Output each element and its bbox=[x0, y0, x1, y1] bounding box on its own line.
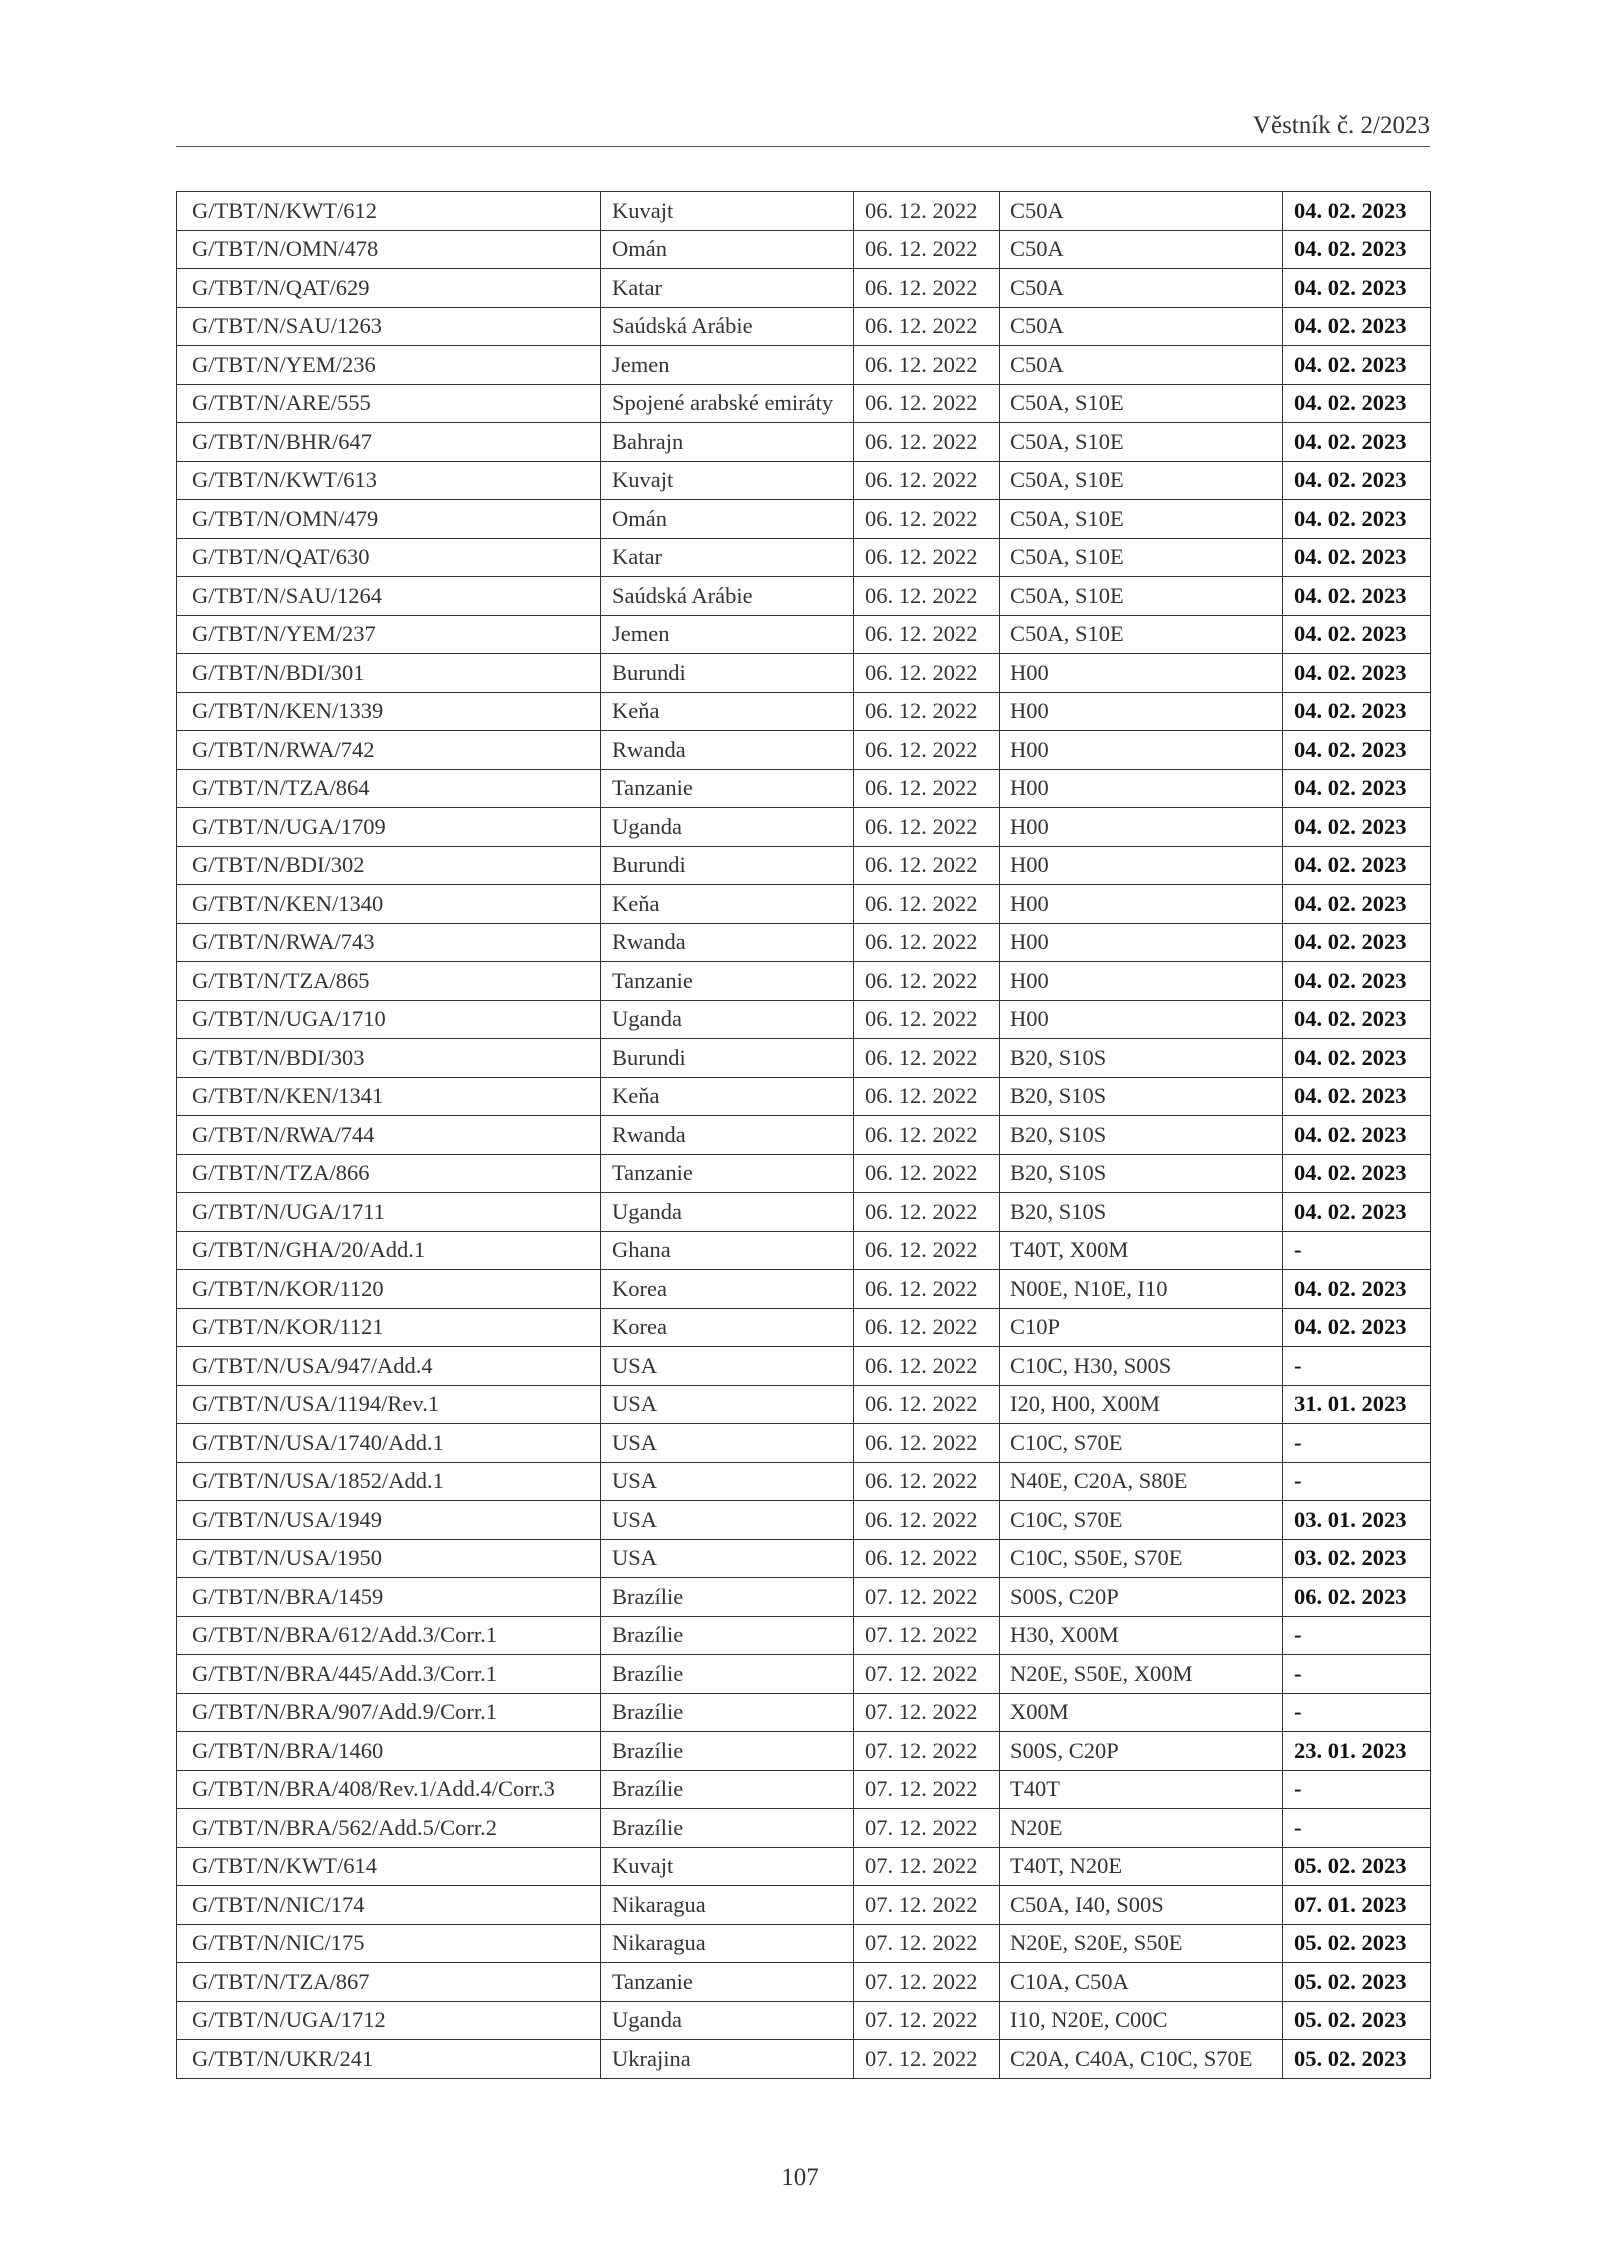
country-cell: Keňa bbox=[601, 885, 854, 924]
deadline-cell: 04. 02. 2023 bbox=[1283, 692, 1431, 731]
date-cell: 06. 12. 2022 bbox=[854, 1501, 1000, 1540]
deadline-cell: 04. 02. 2023 bbox=[1283, 1308, 1431, 1347]
table-row bbox=[177, 192, 1431, 231]
country-cell: Rwanda bbox=[601, 731, 854, 770]
country-cell: Brazílie bbox=[601, 1578, 854, 1617]
deadline-cell: - bbox=[1283, 1655, 1431, 1694]
notification-symbol-cell: G/TBT/N/KEN/1339 bbox=[177, 692, 601, 731]
country-cell: Spojené arabské emiráty bbox=[601, 384, 854, 423]
date-cell: 06. 12. 2022 bbox=[854, 500, 1000, 539]
table-row bbox=[177, 269, 1431, 308]
notification-symbol-cell: G/TBT/N/USA/1949 bbox=[177, 1501, 601, 1540]
table-row bbox=[177, 1732, 1431, 1771]
date-cell: 07. 12. 2022 bbox=[854, 1655, 1000, 1694]
date-cell: 07. 12. 2022 bbox=[854, 1809, 1000, 1848]
date-cell: 07. 12. 2022 bbox=[854, 2001, 1000, 2040]
country-cell: Tanzanie bbox=[601, 962, 854, 1001]
ics-codes-cell: T40T, X00M bbox=[1000, 1231, 1283, 1270]
table-row bbox=[177, 500, 1431, 539]
country-cell: Keňa bbox=[601, 692, 854, 731]
date-cell: 06. 12. 2022 bbox=[854, 615, 1000, 654]
date-cell: 07. 12. 2022 bbox=[854, 1732, 1000, 1771]
date-cell: 06. 12. 2022 bbox=[854, 1000, 1000, 1039]
deadline-cell: 07. 01. 2023 bbox=[1283, 1886, 1431, 1925]
ics-codes-cell: H30, X00M bbox=[1000, 1616, 1283, 1655]
country-cell: Rwanda bbox=[601, 1116, 854, 1155]
date-cell: 06. 12. 2022 bbox=[854, 1077, 1000, 1116]
ics-codes-cell: C50A, I40, S00S bbox=[1000, 1886, 1283, 1925]
page-header bbox=[176, 108, 1430, 147]
notification-symbol-cell: G/TBT/N/RWA/742 bbox=[177, 731, 601, 770]
notification-symbol-cell: G/TBT/N/BRA/445/Add.3/Corr.1 bbox=[177, 1655, 601, 1694]
country-cell: Brazílie bbox=[601, 1809, 854, 1848]
page-number: 107 bbox=[781, 2164, 819, 2191]
deadline-cell: - bbox=[1283, 1347, 1431, 1386]
table-row bbox=[177, 1462, 1431, 1501]
country-cell: USA bbox=[601, 1347, 854, 1386]
deadline-cell: 04. 02. 2023 bbox=[1283, 538, 1431, 577]
deadline-cell: - bbox=[1283, 1424, 1431, 1463]
notification-symbol-cell: G/TBT/N/BHR/647 bbox=[177, 423, 601, 462]
ics-codes-cell: C50A, S10E bbox=[1000, 461, 1283, 500]
table-row bbox=[177, 1886, 1431, 1925]
deadline-cell: 04. 02. 2023 bbox=[1283, 461, 1431, 500]
ics-codes-cell: H00 bbox=[1000, 654, 1283, 693]
table-row bbox=[177, 1693, 1431, 1732]
date-cell: 06. 12. 2022 bbox=[854, 577, 1000, 616]
table-row bbox=[177, 1077, 1431, 1116]
deadline-cell: 05. 02. 2023 bbox=[1283, 1924, 1431, 1963]
deadline-cell: 04. 02. 2023 bbox=[1283, 192, 1431, 231]
table-row bbox=[177, 1847, 1431, 1886]
notification-symbol-cell: G/TBT/N/UGA/1709 bbox=[177, 808, 601, 847]
notification-symbol-cell: G/TBT/N/NIC/175 bbox=[177, 1924, 601, 1963]
deadline-cell: - bbox=[1283, 1770, 1431, 1809]
country-cell: Ukrajina bbox=[601, 2040, 854, 2079]
ics-codes-cell: I20, H00, X00M bbox=[1000, 1385, 1283, 1424]
notification-symbol-cell: G/TBT/N/RWA/744 bbox=[177, 1116, 601, 1155]
table-row bbox=[177, 1385, 1431, 1424]
ics-codes-cell: B20, S10S bbox=[1000, 1154, 1283, 1193]
deadline-cell: - bbox=[1283, 1693, 1431, 1732]
date-cell: 06. 12. 2022 bbox=[854, 1347, 1000, 1386]
notification-symbol-cell: G/TBT/N/BRA/1460 bbox=[177, 1732, 601, 1771]
deadline-cell: 04. 02. 2023 bbox=[1283, 769, 1431, 808]
deadline-cell: 05. 02. 2023 bbox=[1283, 1963, 1431, 2002]
date-cell: 06. 12. 2022 bbox=[854, 962, 1000, 1001]
country-cell: Korea bbox=[601, 1270, 854, 1309]
notification-symbol-cell: G/TBT/N/BDI/302 bbox=[177, 846, 601, 885]
deadline-cell: 04. 02. 2023 bbox=[1283, 615, 1431, 654]
table-row bbox=[177, 654, 1431, 693]
date-cell: 06. 12. 2022 bbox=[854, 1270, 1000, 1309]
deadline-cell: 04. 02. 2023 bbox=[1283, 731, 1431, 770]
notification-symbol-cell: G/TBT/N/KWT/612 bbox=[177, 192, 601, 231]
ics-codes-cell: C50A bbox=[1000, 346, 1283, 385]
notification-symbol-cell: G/TBT/N/TZA/864 bbox=[177, 769, 601, 808]
table-row bbox=[177, 1424, 1431, 1463]
ics-codes-cell: C10C, S50E, S70E bbox=[1000, 1539, 1283, 1578]
date-cell: 06. 12. 2022 bbox=[854, 1308, 1000, 1347]
ics-codes-cell: C50A, S10E bbox=[1000, 577, 1283, 616]
table-row bbox=[177, 1770, 1431, 1809]
ics-codes-cell: I10, N20E, C00C bbox=[1000, 2001, 1283, 2040]
date-cell: 06. 12. 2022 bbox=[854, 230, 1000, 269]
country-cell: Kuvajt bbox=[601, 461, 854, 500]
deadline-cell: 04. 02. 2023 bbox=[1283, 885, 1431, 924]
table-row bbox=[177, 1039, 1431, 1078]
deadline-cell: 06. 02. 2023 bbox=[1283, 1578, 1431, 1617]
country-cell: Ghana bbox=[601, 1231, 854, 1270]
table-row bbox=[177, 1154, 1431, 1193]
table-row bbox=[177, 1193, 1431, 1232]
notification-symbol-cell: G/TBT/N/TZA/867 bbox=[177, 1963, 601, 2002]
country-cell: Tanzanie bbox=[601, 1154, 854, 1193]
notification-symbol-cell: G/TBT/N/KWT/614 bbox=[177, 1847, 601, 1886]
ics-codes-cell: C50A bbox=[1000, 269, 1283, 308]
country-cell: Saúdská Arábie bbox=[601, 577, 854, 616]
deadline-cell: 23. 01. 2023 bbox=[1283, 1732, 1431, 1771]
table-row bbox=[177, 1578, 1431, 1617]
country-cell: Nikaragua bbox=[601, 1924, 854, 1963]
table-row bbox=[177, 538, 1431, 577]
country-cell: Brazílie bbox=[601, 1770, 854, 1809]
deadline-cell: 05. 02. 2023 bbox=[1283, 2040, 1431, 2079]
date-cell: 06. 12. 2022 bbox=[854, 923, 1000, 962]
deadline-cell: 04. 02. 2023 bbox=[1283, 577, 1431, 616]
ics-codes-cell: H00 bbox=[1000, 962, 1283, 1001]
deadline-cell: 04. 02. 2023 bbox=[1283, 423, 1431, 462]
notification-symbol-cell: G/TBT/N/KEN/1341 bbox=[177, 1077, 601, 1116]
ics-codes-cell: N20E, S50E, X00M bbox=[1000, 1655, 1283, 1694]
deadline-cell: 04. 02. 2023 bbox=[1283, 500, 1431, 539]
table-row bbox=[177, 1000, 1431, 1039]
ics-codes-cell: H00 bbox=[1000, 923, 1283, 962]
notification-symbol-cell: G/TBT/N/UGA/1711 bbox=[177, 1193, 601, 1232]
deadline-cell: 04. 02. 2023 bbox=[1283, 923, 1431, 962]
notification-symbol-cell: G/TBT/N/YEM/236 bbox=[177, 346, 601, 385]
country-cell: Kuvajt bbox=[601, 192, 854, 231]
deadline-cell: 04. 02. 2023 bbox=[1283, 230, 1431, 269]
table-row bbox=[177, 1231, 1431, 1270]
country-cell: Brazílie bbox=[601, 1732, 854, 1771]
table-row bbox=[177, 346, 1431, 385]
table-row bbox=[177, 461, 1431, 500]
date-cell: 06. 12. 2022 bbox=[854, 692, 1000, 731]
date-cell: 06. 12. 2022 bbox=[854, 192, 1000, 231]
country-cell: Brazílie bbox=[601, 1655, 854, 1694]
date-cell: 06. 12. 2022 bbox=[854, 1193, 1000, 1232]
table-row bbox=[177, 1924, 1431, 1963]
notification-symbol-cell: G/TBT/N/QAT/629 bbox=[177, 269, 601, 308]
country-cell: Uganda bbox=[601, 1000, 854, 1039]
date-cell: 06. 12. 2022 bbox=[854, 1154, 1000, 1193]
country-cell: Katar bbox=[601, 269, 854, 308]
ics-codes-cell: N40E, C20A, S80E bbox=[1000, 1462, 1283, 1501]
country-cell: USA bbox=[601, 1424, 854, 1463]
country-cell: USA bbox=[601, 1501, 854, 1540]
deadline-cell: - bbox=[1283, 1231, 1431, 1270]
country-cell: Burundi bbox=[601, 846, 854, 885]
country-cell: Brazílie bbox=[601, 1693, 854, 1732]
notification-symbol-cell: G/TBT/N/UGA/1712 bbox=[177, 2001, 601, 2040]
table-row bbox=[177, 1809, 1431, 1848]
deadline-cell: 04. 02. 2023 bbox=[1283, 1193, 1431, 1232]
ics-codes-cell: H00 bbox=[1000, 885, 1283, 924]
table-row bbox=[177, 1539, 1431, 1578]
table-row bbox=[177, 2001, 1431, 2040]
deadline-cell: 05. 02. 2023 bbox=[1283, 2001, 1431, 2040]
date-cell: 06. 12. 2022 bbox=[854, 346, 1000, 385]
date-cell: 06. 12. 2022 bbox=[854, 269, 1000, 308]
country-cell: Tanzanie bbox=[601, 769, 854, 808]
deadline-cell: - bbox=[1283, 1462, 1431, 1501]
table-row bbox=[177, 1616, 1431, 1655]
deadline-cell: 04. 02. 2023 bbox=[1283, 1039, 1431, 1078]
date-cell: 06. 12. 2022 bbox=[854, 1231, 1000, 1270]
notification-symbol-cell: G/TBT/N/QAT/630 bbox=[177, 538, 601, 577]
ics-codes-cell: C50A, S10E bbox=[1000, 538, 1283, 577]
table-row bbox=[177, 1655, 1431, 1694]
ics-codes-cell: C50A, S10E bbox=[1000, 384, 1283, 423]
date-cell: 06. 12. 2022 bbox=[854, 808, 1000, 847]
ics-codes-cell: B20, S10S bbox=[1000, 1077, 1283, 1116]
deadline-cell: 04. 02. 2023 bbox=[1283, 1154, 1431, 1193]
country-cell: Korea bbox=[601, 1308, 854, 1347]
date-cell: 06. 12. 2022 bbox=[854, 1539, 1000, 1578]
country-cell: Brazílie bbox=[601, 1616, 854, 1655]
notification-symbol-cell: G/TBT/N/RWA/743 bbox=[177, 923, 601, 962]
country-cell: Uganda bbox=[601, 2001, 854, 2040]
ics-codes-cell: C10P bbox=[1000, 1308, 1283, 1347]
country-cell: Bahrajn bbox=[601, 423, 854, 462]
country-cell: Nikaragua bbox=[601, 1886, 854, 1925]
deadline-cell: 04. 02. 2023 bbox=[1283, 1077, 1431, 1116]
table-row bbox=[177, 307, 1431, 346]
table-row bbox=[177, 692, 1431, 731]
table-row bbox=[177, 1963, 1431, 2002]
country-cell: Omán bbox=[601, 230, 854, 269]
deadline-cell: - bbox=[1283, 1809, 1431, 1848]
notification-symbol-cell: G/TBT/N/BDI/303 bbox=[177, 1039, 601, 1078]
notification-symbol-cell: G/TBT/N/USA/947/Add.4 bbox=[177, 1347, 601, 1386]
country-cell: Uganda bbox=[601, 1193, 854, 1232]
notification-symbol-cell: G/TBT/N/BRA/562/Add.5/Corr.2 bbox=[177, 1809, 601, 1848]
date-cell: 06. 12. 2022 bbox=[854, 461, 1000, 500]
notification-symbol-cell: G/TBT/N/SAU/1263 bbox=[177, 307, 601, 346]
table-row bbox=[177, 923, 1431, 962]
deadline-cell: 04. 02. 2023 bbox=[1283, 962, 1431, 1001]
table-row bbox=[177, 1116, 1431, 1155]
date-cell: 06. 12. 2022 bbox=[854, 769, 1000, 808]
date-cell: 07. 12. 2022 bbox=[854, 1924, 1000, 1963]
date-cell: 07. 12. 2022 bbox=[854, 1847, 1000, 1886]
date-cell: 07. 12. 2022 bbox=[854, 1886, 1000, 1925]
deadline-cell: 04. 02. 2023 bbox=[1283, 1116, 1431, 1155]
ics-codes-cell: C50A, S10E bbox=[1000, 500, 1283, 539]
notification-symbol-cell: G/TBT/N/BRA/907/Add.9/Corr.1 bbox=[177, 1693, 601, 1732]
deadline-cell: 04. 02. 2023 bbox=[1283, 846, 1431, 885]
ics-codes-cell: C10A, C50A bbox=[1000, 1963, 1283, 2002]
deadline-cell: 04. 02. 2023 bbox=[1283, 808, 1431, 847]
notification-symbol-cell: G/TBT/N/ARE/555 bbox=[177, 384, 601, 423]
country-cell: USA bbox=[601, 1385, 854, 1424]
notification-symbol-cell: G/TBT/N/TZA/865 bbox=[177, 962, 601, 1001]
country-cell: Burundi bbox=[601, 654, 854, 693]
ics-codes-cell: T40T, N20E bbox=[1000, 1847, 1283, 1886]
date-cell: 07. 12. 2022 bbox=[854, 2040, 1000, 2079]
table-row bbox=[177, 384, 1431, 423]
country-cell: Uganda bbox=[601, 808, 854, 847]
notification-symbol-cell: G/TBT/N/BRA/1459 bbox=[177, 1578, 601, 1617]
table-row bbox=[177, 962, 1431, 1001]
bulletin-title: Věstník č. 2/2023 bbox=[1252, 112, 1430, 139]
date-cell: 07. 12. 2022 bbox=[854, 1616, 1000, 1655]
date-cell: 07. 12. 2022 bbox=[854, 1963, 1000, 2002]
ics-codes-cell: C50A, S10E bbox=[1000, 615, 1283, 654]
date-cell: 06. 12. 2022 bbox=[854, 1385, 1000, 1424]
date-cell: 06. 12. 2022 bbox=[854, 654, 1000, 693]
table-row bbox=[177, 1501, 1431, 1540]
country-cell: Burundi bbox=[601, 1039, 854, 1078]
table-row bbox=[177, 1347, 1431, 1386]
deadline-cell: 31. 01. 2023 bbox=[1283, 1385, 1431, 1424]
country-cell: Rwanda bbox=[601, 923, 854, 962]
notification-symbol-cell: G/TBT/N/USA/1740/Add.1 bbox=[177, 1424, 601, 1463]
country-cell: USA bbox=[601, 1539, 854, 1578]
country-cell: USA bbox=[601, 1462, 854, 1501]
ics-codes-cell: C10C, H30, S00S bbox=[1000, 1347, 1283, 1386]
table-row bbox=[177, 1308, 1431, 1347]
notification-symbol-cell: G/TBT/N/TZA/866 bbox=[177, 1154, 601, 1193]
notifications-table bbox=[176, 191, 1431, 2079]
ics-codes-cell: N00E, N10E, I10 bbox=[1000, 1270, 1283, 1309]
ics-codes-cell: B20, S10S bbox=[1000, 1193, 1283, 1232]
date-cell: 06. 12. 2022 bbox=[854, 846, 1000, 885]
date-cell: 06. 12. 2022 bbox=[854, 384, 1000, 423]
table-row bbox=[177, 2040, 1431, 2079]
ics-codes-cell: H00 bbox=[1000, 692, 1283, 731]
ics-codes-cell: C50A, S10E bbox=[1000, 423, 1283, 462]
table-row bbox=[177, 731, 1431, 770]
date-cell: 06. 12. 2022 bbox=[854, 1039, 1000, 1078]
table-row bbox=[177, 230, 1431, 269]
date-cell: 06. 12. 2022 bbox=[854, 885, 1000, 924]
notification-symbol-cell: G/TBT/N/UKR/241 bbox=[177, 2040, 601, 2079]
table-row bbox=[177, 769, 1431, 808]
ics-codes-cell: B20, S10S bbox=[1000, 1116, 1283, 1155]
date-cell: 07. 12. 2022 bbox=[854, 1770, 1000, 1809]
deadline-cell: 04. 02. 2023 bbox=[1283, 307, 1431, 346]
ics-codes-cell: T40T bbox=[1000, 1770, 1283, 1809]
notification-symbol-cell: G/TBT/N/KOR/1121 bbox=[177, 1308, 601, 1347]
notification-symbol-cell: G/TBT/N/KWT/613 bbox=[177, 461, 601, 500]
ics-codes-cell: C20A, C40A, C10C, S70E bbox=[1000, 2040, 1283, 2079]
deadline-cell: 04. 02. 2023 bbox=[1283, 269, 1431, 308]
deadline-cell: 04. 02. 2023 bbox=[1283, 1270, 1431, 1309]
ics-codes-cell: H00 bbox=[1000, 731, 1283, 770]
notification-symbol-cell: G/TBT/N/USA/1950 bbox=[177, 1539, 601, 1578]
ics-codes-cell: C50A bbox=[1000, 230, 1283, 269]
ics-codes-cell: N20E bbox=[1000, 1809, 1283, 1848]
deadline-cell: - bbox=[1283, 1616, 1431, 1655]
date-cell: 06. 12. 2022 bbox=[854, 423, 1000, 462]
ics-codes-cell: H00 bbox=[1000, 846, 1283, 885]
country-cell: Saúdská Arábie bbox=[601, 307, 854, 346]
notification-symbol-cell: G/TBT/N/BDI/301 bbox=[177, 654, 601, 693]
notification-symbol-cell: G/TBT/N/UGA/1710 bbox=[177, 1000, 601, 1039]
country-cell: Jemen bbox=[601, 615, 854, 654]
notification-symbol-cell: G/TBT/N/NIC/174 bbox=[177, 1886, 601, 1925]
notification-symbol-cell: G/TBT/N/KEN/1340 bbox=[177, 885, 601, 924]
country-cell: Katar bbox=[601, 538, 854, 577]
date-cell: 07. 12. 2022 bbox=[854, 1578, 1000, 1617]
deadline-cell: 03. 02. 2023 bbox=[1283, 1539, 1431, 1578]
deadline-cell: 03. 01. 2023 bbox=[1283, 1501, 1431, 1540]
notifications-table-body bbox=[177, 192, 1431, 2079]
table-row bbox=[177, 1270, 1431, 1309]
ics-codes-cell: S00S, C20P bbox=[1000, 1578, 1283, 1617]
deadline-cell: 04. 02. 2023 bbox=[1283, 654, 1431, 693]
date-cell: 06. 12. 2022 bbox=[854, 1424, 1000, 1463]
ics-codes-cell: H00 bbox=[1000, 769, 1283, 808]
deadline-cell: 04. 02. 2023 bbox=[1283, 346, 1431, 385]
notification-symbol-cell: G/TBT/N/OMN/478 bbox=[177, 230, 601, 269]
table-row bbox=[177, 808, 1431, 847]
country-cell: Tanzanie bbox=[601, 1963, 854, 2002]
country-cell: Omán bbox=[601, 500, 854, 539]
table-row bbox=[177, 423, 1431, 462]
ics-codes-cell: X00M bbox=[1000, 1693, 1283, 1732]
notification-symbol-cell: G/TBT/N/SAU/1264 bbox=[177, 577, 601, 616]
notification-symbol-cell: G/TBT/N/GHA/20/Add.1 bbox=[177, 1231, 601, 1270]
country-cell: Keňa bbox=[601, 1077, 854, 1116]
ics-codes-cell: H00 bbox=[1000, 1000, 1283, 1039]
date-cell: 06. 12. 2022 bbox=[854, 731, 1000, 770]
country-cell: Jemen bbox=[601, 346, 854, 385]
notification-symbol-cell: G/TBT/N/BRA/612/Add.3/Corr.1 bbox=[177, 1616, 601, 1655]
table-row bbox=[177, 885, 1431, 924]
date-cell: 06. 12. 2022 bbox=[854, 1462, 1000, 1501]
notification-symbol-cell: G/TBT/N/USA/1852/Add.1 bbox=[177, 1462, 601, 1501]
ics-codes-cell: H00 bbox=[1000, 808, 1283, 847]
ics-codes-cell: C10C, S70E bbox=[1000, 1424, 1283, 1463]
table-row bbox=[177, 577, 1431, 616]
date-cell: 06. 12. 2022 bbox=[854, 307, 1000, 346]
table-row bbox=[177, 615, 1431, 654]
ics-codes-cell: N20E, S20E, S50E bbox=[1000, 1924, 1283, 1963]
notification-symbol-cell: G/TBT/N/OMN/479 bbox=[177, 500, 601, 539]
notification-symbol-cell: G/TBT/N/KOR/1120 bbox=[177, 1270, 601, 1309]
date-cell: 07. 12. 2022 bbox=[854, 1693, 1000, 1732]
table-row bbox=[177, 846, 1431, 885]
ics-codes-cell: C50A bbox=[1000, 307, 1283, 346]
deadline-cell: 04. 02. 2023 bbox=[1283, 384, 1431, 423]
deadline-cell: 05. 02. 2023 bbox=[1283, 1847, 1431, 1886]
country-cell: Kuvajt bbox=[601, 1847, 854, 1886]
deadline-cell: 04. 02. 2023 bbox=[1283, 1000, 1431, 1039]
date-cell: 06. 12. 2022 bbox=[854, 1116, 1000, 1155]
ics-codes-cell: S00S, C20P bbox=[1000, 1732, 1283, 1771]
notification-symbol-cell: G/TBT/N/YEM/237 bbox=[177, 615, 601, 654]
ics-codes-cell: C50A bbox=[1000, 192, 1283, 231]
ics-codes-cell: C10C, S70E bbox=[1000, 1501, 1283, 1540]
notification-symbol-cell: G/TBT/N/USA/1194/Rev.1 bbox=[177, 1385, 601, 1424]
notification-symbol-cell: G/TBT/N/BRA/408/Rev.1/Add.4/Corr.3 bbox=[177, 1770, 601, 1809]
ics-codes-cell: B20, S10S bbox=[1000, 1039, 1283, 1078]
date-cell: 06. 12. 2022 bbox=[854, 538, 1000, 577]
